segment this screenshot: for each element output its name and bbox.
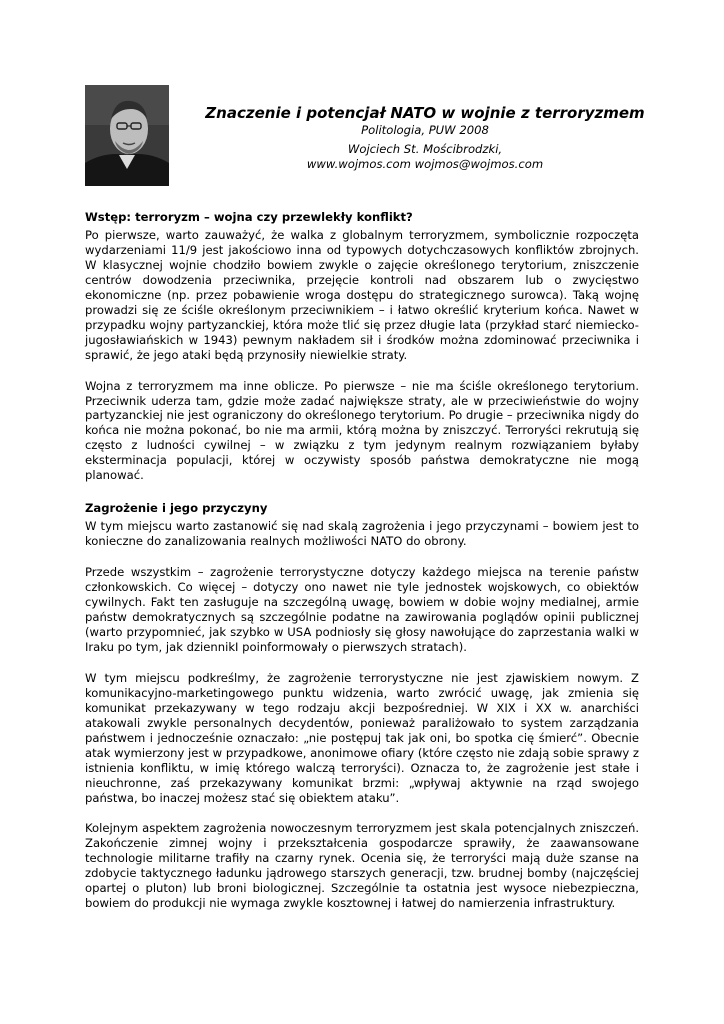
paragraph: Wojna z terroryzmem ma inne oblicze. Po pierwsze – nie ma ściśle określonego terytorium. Przeciwnik uderza tam, gdzie może zadać największe straty, ale w przeciwieństwie do wojny partyzanckiej nie jest ograniczony do określonego terytorium. Po drugie – przeciwnika nigdy do końca nie można pokonać, bo nie ma armii, którą można by zniszczyć. Terroryści rekrutują się często z ludności cywilnej – w związku z tym jedynym realnym rozwiązaniem byłaby eksterminacja populacji, której w oczywisty sposób państwa demokratyczne nie mogą planować.: [85, 378, 639, 483]
paragraph: Po pierwsze, warto zauważyć, że walka z globalnym terroryzmem, symbolicznie rozpoczęta wydarzeniami 11/9 jest jakościowo inna od typowych dotychczasowych konfliktów zbrojnych. W klasycznej wojnie chodziło bowiem zwykle o zajęcie określonego terytorium, zniszczenie centrów dowodzenia przeciwnika, przejęcie kontroli nad obszarem lub o zwycięstwo ekonomiczne (np. przez pobawienie wroga dostępu do strategicznego surowca). Taką wojnę prowadzi się ze ściśle określonym przeciwnikiem – i łatwo określić kryterium końca. Nawet w przypadku wojny partyzanckiej, która może tlić się przez długie lata (przykład starć niemiecko-jugosławiańskich w 1943) pewnym nakładem sił i środków można zdominować przeciwnika i sprawić, że jego ataki będą przynosiły niewielkie straty.: [85, 228, 639, 362]
author-photo: [85, 85, 169, 186]
author-name: Wojciech St. Mościbrodzki,: [347, 142, 503, 156]
author-portrait-icon: [85, 85, 169, 186]
document-title: Znaczenie i potencjał NATO w wojnie z terroryzmem: [205, 104, 645, 122]
paragraph: W tym miejscu warto zastanowić się nad skalą zagrożenia i jego przyczynami – bowiem jest to konieczne do zanalizowania realnych możliwości NATO do obrony.: [85, 519, 639, 549]
paragraph: W tym miejscu podkreślmy, że zagrożenie terrorystyczne nie jest zjawiskiem nowym. Z komunikacyjno-marketingowego punktu widzenia, warto zwrócić uwagę, jak zmienia się komunikat przekazywany w tego rodzaju akcji bezpośredniej. W XIX i XX w. anarchiści atakowali zwykle personalnych decydentów, ponieważ paraliżowało to system zarządzania państwem i jednocześnie oznaczało: „nie postępuj tak jak oni, bo spotka cię śmierć”. Obecnie atak wymierzony jest w przypadkowe, anonimowe ofiary (które często nie zdają sobie sprawy z istnienia konfliktu, w imię którego walczą terroryści). Oznacza to, że zagrożenie jest stałe i nieuchronne, zaś przekazywany komunikat brzmi: „wpływaj aktywnie na rząd swojego państwa, bo inaczej możesz stać się obiektem ataku”.: [85, 670, 639, 805]
paragraph: Kolejnym aspektem zagrożenia nowoczesnym terroryzmem jest skala potencjalnych zniszczeń. Zakończenie zimnej wojny i przekształcenia gospodarcze sprawiły, że zaawansowane technologie militarne trafiły na czarny rynek. Ocenia się, że terroryści mają duże szanse na zdobycie taktycznego ładunku jądrowego starszych generacji, tzw. brudnej bomby (najczęściej opartej o pluton) lub broni biologicznej. Szczególnie ta ostatnia jest wysoce niebezpieczna, bowiem do produkcji nie wymaga zwykle kosztownej i łatwej do namierzenia infrastruktury.: [85, 821, 639, 911]
author-contact: www.wojmos.com wojmos@wojmos.com: [306, 157, 544, 171]
paragraph: Przede wszystkim – zagrożenie terrorystyczne dotyczy każdego miejsca na terenie państw członkowskich. Co więcej – dotyczy ono nawet nie tyle jednostek wojskowych, co obiektów cywilnych. Fakt ten zasługuje na szczególną uwagę, bowiem w dobie wojny medialnej, armie państw demokratycznych są szczególnie podatne na zawirowania poglądów opinii publicznej (warto przypomnieć, jak szybko w USA podniosły się głosy nawołujące do zaprzestania walki w Iraku po tym, jak dziennikI poinformowały o pierwszych stratach).: [85, 565, 639, 654]
document-body: [85, 210, 639, 911]
section-heading: Wstęp: terroryzm – wojna czy przewlekły konflikt?: [85, 210, 413, 224]
section-heading: Zagrożenie i jego przyczyny: [85, 501, 268, 516]
publication-line: Politologia, PUW 2008: [361, 123, 489, 137]
document-header: [180, 104, 670, 172]
